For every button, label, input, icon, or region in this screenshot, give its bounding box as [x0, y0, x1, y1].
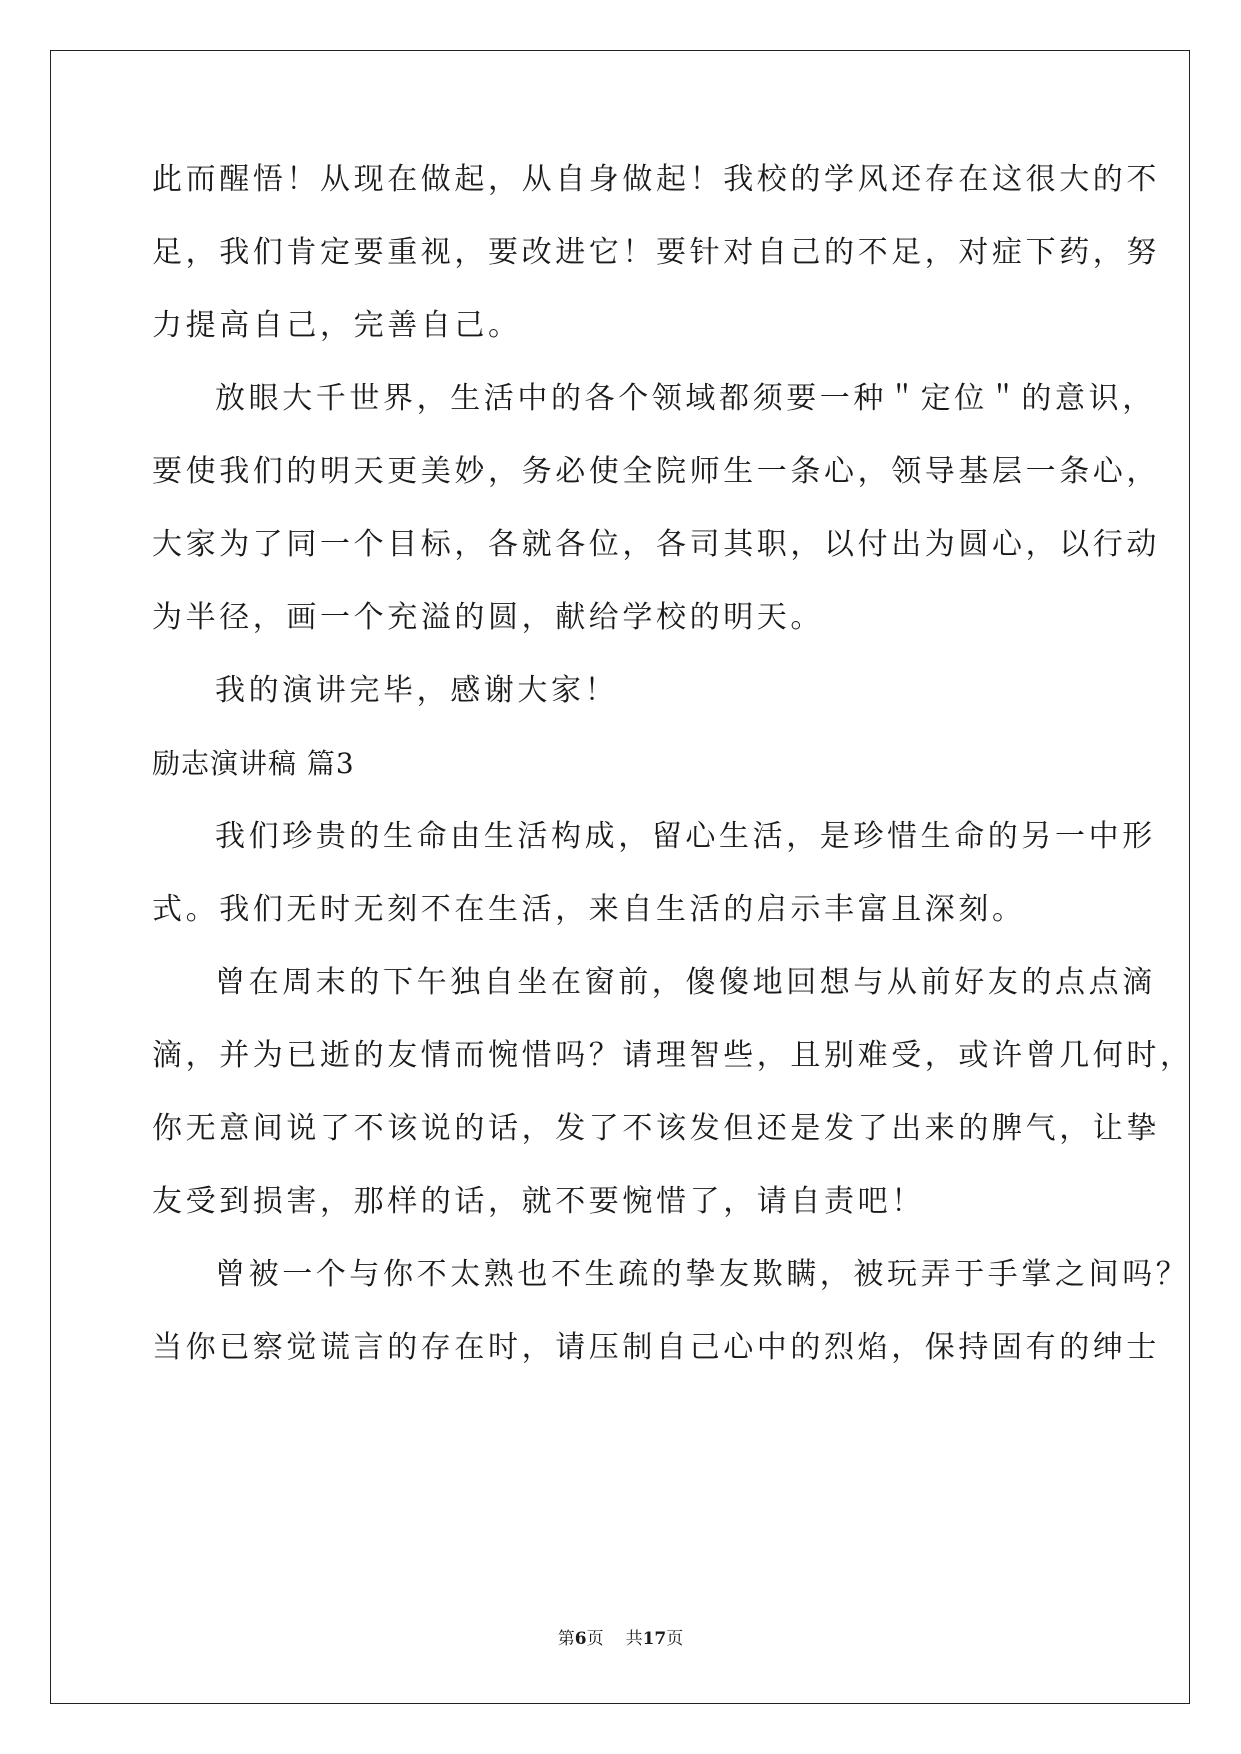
footer-total-suffix: 页 — [666, 1629, 684, 1649]
text-line: 要使我们的明天更美妙，务必使全院师生一条心，领导基层一条心， — [152, 454, 1160, 489]
text-line: 为半径，画一个充溢的圆，献给学校的明天。 — [152, 600, 824, 635]
footer-total-pages: 17 — [642, 1629, 667, 1649]
footer-page-suffix: 页 — [586, 1629, 604, 1649]
text-line: 友受到损害，那样的话，就不要惋惜了，请自责吧！ — [152, 1184, 925, 1219]
text-line: 足，我们肯定要重视，要改进它！要针对自己的不足，对症下药，努 — [152, 235, 1160, 270]
text-line: 当你已察觉谎言的存在时，请压制自己心中的烈焰，保持固有的绅士 — [152, 1330, 1160, 1365]
text-line: 此而醒悟！从现在做起，从自身做起！我校的学风还存在这很大的不 — [152, 162, 1160, 197]
text-line: 曾被一个与你不太熟也不生疏的挚友欺瞒，被玩弄于手掌之间吗？ — [215, 1257, 1190, 1292]
text-line: 我们珍贵的生命由生活构成，留心生活，是珍惜生命的另一中形 — [215, 819, 1156, 854]
text-line: 大家为了同一个目标，各就各位，各司其职，以付出为圆心，以行动 — [152, 527, 1160, 562]
section-heading: 励志演讲稿 篇3 — [152, 747, 355, 780]
page-footer — [0, 1629, 1241, 1649]
text-line: 滴，并为已逝的友情而惋惜吗？请理智些，且别难受，或许曾几何时， — [152, 1038, 1194, 1073]
text-line: 放眼大千世界，生活中的各个领域都须要一种＂定位＂的意识， — [215, 381, 1156, 416]
text-line: 你无意间说了不该说的话，发了不该发但还是发了出来的脾气，让挚 — [152, 1111, 1160, 1146]
text-line: 式。我们无时无刻不在生活，来自生活的启示丰富且深刻。 — [152, 892, 1026, 927]
footer-prefix: 第 — [557, 1629, 575, 1649]
text-line: 我的演讲完毕，感谢大家！ — [215, 673, 619, 708]
footer-total-prefix: 共 — [625, 1629, 643, 1649]
page-border — [50, 50, 1190, 1704]
text-line: 力提高自己，完善自己。 — [152, 308, 522, 343]
text-line: 曾在周末的下午独自坐在窗前，傻傻地回想与从前好友的点点滴 — [215, 965, 1156, 1000]
footer-page-number: 6 — [574, 1629, 587, 1649]
